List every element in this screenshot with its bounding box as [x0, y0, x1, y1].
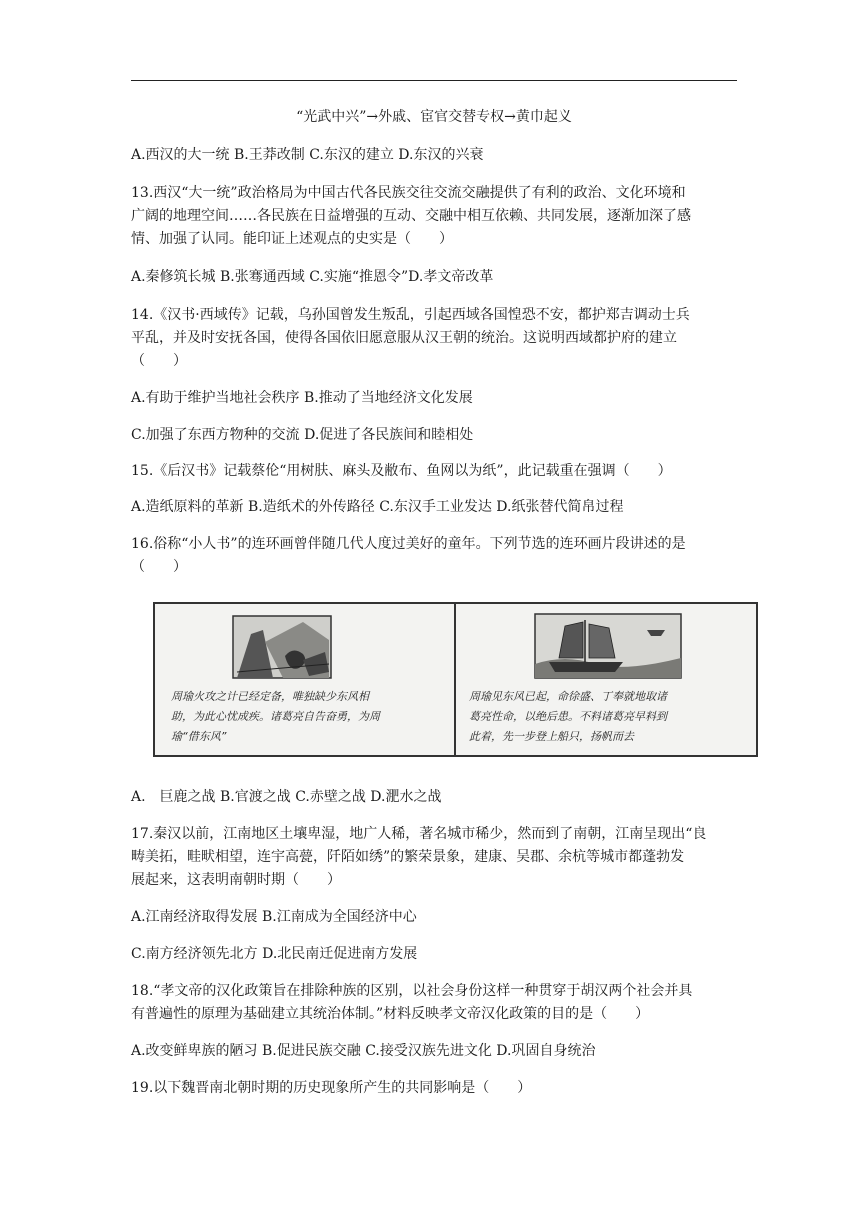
header-rule — [131, 80, 737, 81]
left-panel-caption: 助，为此心忧成疾。诸葛亮自告奋勇，为周 — [171, 710, 380, 723]
question-14: 14.《汉书·西域传》记载，乌孙国曾发生叛乱，引起西域各国惶恐不安，都护郑吉调动士兵 — [131, 307, 690, 323]
left-panel-illustration — [233, 616, 331, 678]
option-line: A. 巨鹿之战 B.官渡之战 C.赤壁之战 D.淝水之战 — [131, 789, 442, 805]
option-line: A.秦修筑长城 B.张骞通西域 C.实施“推恩令”D.孝文帝改革 — [131, 269, 494, 285]
text-line: 畴美拓，畦畎相望，连宇高甍，阡陌如绣”的繁荣景象，建康、吴郡、余杭等城市都蓬勃发 — [131, 849, 685, 865]
option-line: C.加强了东西方物种的交流 D.促进了各民族间和睦相处 — [131, 427, 474, 443]
question-15: 15.《后汉书》记载蔡伦“用树肤、麻头及敝布、鱼网以为纸”，此记载重在强调（ ） — [131, 463, 672, 479]
text-line: 有普遍性的原理为基础建立其统治体制。”材料反映孝文帝汉化政策的目的是（ ） — [131, 1006, 650, 1022]
question-16: 16.俗称“小人书”的连环画曾伴随几代人度过美好的童年。下列节选的连环画片段讲述的是 — [131, 536, 686, 552]
left-panel-caption: 周瑜火攻之计已经定备，唯独缺少东风相 — [171, 690, 369, 703]
option-line: A.有助于维护当地社会秩序 B.推动了当地经济文化发展 — [131, 390, 473, 406]
text-line: 平乱，并及时安抚各国，使得各国依旧愿意服从汉王朝的统治。这说明西域都护府的建立 — [131, 330, 677, 346]
right-panel-caption: 周瑜见东风已起，命徐盛、丁奉就地取诸 — [469, 690, 667, 703]
right-panel-caption: 此着，先一步登上船只，扬帆而去 — [469, 730, 634, 743]
question-17: 17.秦汉以前，江南地区土壤卑湿，地广人稀，著名城市稀少，然而到了南朝，江南呈现出“良 — [131, 826, 707, 842]
question-19: 19.以下魏晋南北朝时期的历史现象所产生的共同影响是（ ） — [131, 1080, 532, 1096]
option-line: A.造纸原料的革新 B.造纸术的外传路径 C.东汉手工业发达 D.纸张替代简帛过程 — [131, 499, 624, 515]
right-panel-illustration — [535, 614, 681, 678]
text-line: 广阔的地理空间……各民族在日益增强的互动、交融中相互依赖、共同发展，逐渐加深了感 — [131, 208, 691, 224]
option-line: A.改变鲜卑族的陋习 B.促进民族交融 C.接受汉族先进文化 D.巩固自身统治 — [131, 1043, 596, 1059]
text-line: （ ） — [131, 559, 187, 575]
option-line: C.南方经济领先北方 D.北民南迁促进南方发展 — [131, 946, 418, 962]
question-18: 18.“孝文帝的汉化政策旨在排除种族的区别，以社会身份这样一种贯穿于胡汉两个社会并具 — [131, 983, 693, 999]
text-line: （ ） — [131, 353, 187, 369]
text-line: “光武中兴”→外戚、宦官交替专权→黄巾起义 — [296, 109, 572, 125]
left-panel-caption: 瑜“借东风” — [171, 730, 227, 743]
question-13: 13.西汉“大一统”政治格局为中国古代各民族交往交流交融提供了有利的政治、文化环境和 — [131, 185, 686, 201]
text-line: 展起来，这表明南朝时期（ ） — [131, 872, 341, 888]
right-panel-caption: 葛亮性命，以绝后患。不料诸葛亮早料到 — [469, 710, 667, 723]
comic-strip-figure — [153, 602, 758, 757]
text-line: A.西汉的大一统 B.王莽改制 C.东汉的建立 D.东汉的兴衰 — [131, 147, 484, 163]
option-line: A.江南经济取得发展 B.江南成为全国经济中心 — [131, 909, 417, 925]
text-line: 情、加强了认同。能印证上述观点的史实是（ ） — [131, 231, 453, 247]
